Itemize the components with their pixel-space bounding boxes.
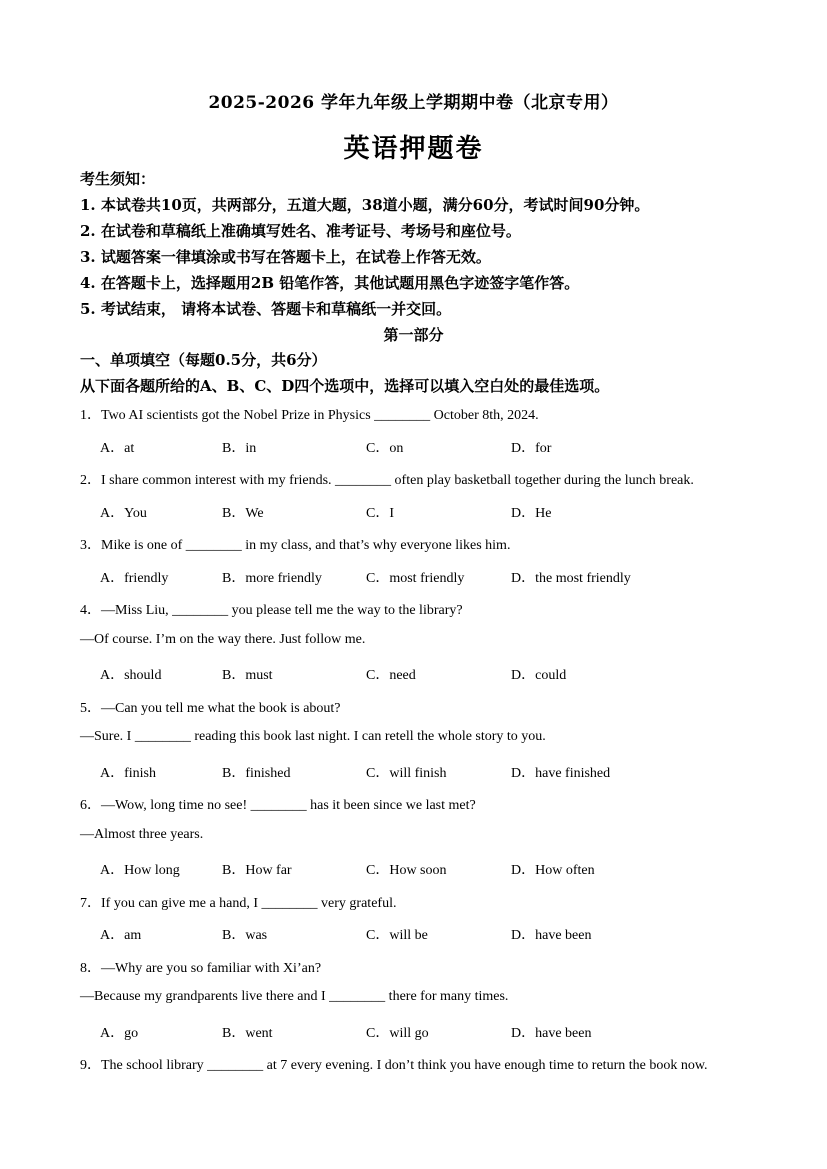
option-d: D．have been xyxy=(511,1026,592,1041)
question-dialogue-line: —Because my grandparents live there and I ________ there for many times. xyxy=(80,989,509,1004)
part-heading: 第一部分 xyxy=(383,326,444,344)
option-a: A．friendly xyxy=(100,571,169,586)
option-d: D．the most friendly xyxy=(511,571,631,586)
option-c: C．How soon xyxy=(366,863,447,878)
exam-title: 2025-2026 学年九年级上学期期中卷（北京专用） xyxy=(208,93,619,113)
notice-heading: 考生须知： xyxy=(80,170,156,188)
option-b: B．How far xyxy=(222,863,292,878)
question-stem: 3．Mike is one of ________ in my class, and that’s why everyone likes him. xyxy=(80,538,511,553)
option-d: D．for xyxy=(511,441,552,456)
section-title: 一、单项填空（每题0.5分，共6分） xyxy=(80,351,327,369)
section-instruction: 从下面各题所给的A、B、C、D四个选项中，选择可以填入空白处的最佳选项。 xyxy=(80,377,610,395)
question-stem: 6．—Wow, long time no see! ________ has it been since we last met? xyxy=(80,798,476,813)
option-a: A．finish xyxy=(100,766,156,781)
option-a: A．How long xyxy=(100,863,180,878)
question-dialogue-line: —Almost three years. xyxy=(80,827,204,842)
option-d: D．He xyxy=(511,506,552,521)
notice-item: 4. 在答题卡上，选择题用2B 铅笔作答，其他试题用黑色字迹签字笔作答。 xyxy=(80,274,580,292)
option-a: A．You xyxy=(100,506,147,521)
option-a: A．go xyxy=(100,1026,139,1041)
exam-subtitle: 英语押题卷 xyxy=(343,134,484,164)
option-c: C．I xyxy=(366,506,394,521)
option-a: A．at xyxy=(100,441,135,456)
option-a: A．am xyxy=(100,928,142,943)
option-b: B．in xyxy=(222,441,257,456)
option-d: D．have been xyxy=(511,928,592,943)
option-c: C．most friendly xyxy=(366,571,465,586)
option-b: B．more friendly xyxy=(222,571,322,586)
question-dialogue-line: —Of course. I’m on the way there. Just follow me. xyxy=(80,632,366,647)
notice-item: 1. 本试卷共10页，共两部分，五道大题，38道小题，满分60分，考试时间90分钟。 xyxy=(80,196,650,214)
option-d: D．could xyxy=(511,668,567,683)
question-stem: 2．I share common interest with my friends. ________ often play basketball together during the lunch break. xyxy=(80,473,694,488)
option-b: B．was xyxy=(222,928,268,943)
option-b: B．We xyxy=(222,506,264,521)
question-dialogue-line: —Sure. I ________ reading this book last night. I can retell the whole story to you. xyxy=(80,729,546,744)
option-b: B．finished xyxy=(222,766,291,781)
question-stem: 5．—Can you tell me what the book is about? xyxy=(80,701,341,716)
question-stem: 1．Two AI scientists got the Nobel Prize in Physics ________ October 8th, 2024. xyxy=(80,408,539,423)
option-c: C．on xyxy=(366,441,404,456)
question-stem: 8．—Why are you so familiar with Xi’an? xyxy=(80,961,322,976)
option-a: A．should xyxy=(100,668,162,683)
option-c: C．will finish xyxy=(366,766,447,781)
question-stem: 7．If you can give me a hand, I ________ very grateful. xyxy=(80,896,397,911)
option-c: C．will be xyxy=(366,928,428,943)
notice-item: 2. 在试卷和草稿纸上准确填写姓名、准考证号、考场号和座位号。 xyxy=(80,222,521,240)
option-b: B．must xyxy=(222,668,273,683)
question-stem: 9．The school library ________ at 7 every evening. I don’t think you have enough time to return the book now. xyxy=(80,1058,708,1073)
option-d: D．How often xyxy=(511,863,595,878)
question-stem: 4．—Miss Liu, ________ you please tell me the way to the library? xyxy=(80,603,463,618)
option-b: B．went xyxy=(222,1026,273,1041)
option-d: D．have finished xyxy=(511,766,611,781)
notice-item: 3. 试题答案一律填涂或书写在答题卡上，在试卷上作答无效。 xyxy=(80,248,491,266)
option-c: C．need xyxy=(366,668,416,683)
option-c: C．will go xyxy=(366,1026,429,1041)
notice-item: 5. 考试结束， 请将本试卷、答题卡和草稿纸一并交回。 xyxy=(80,300,452,318)
